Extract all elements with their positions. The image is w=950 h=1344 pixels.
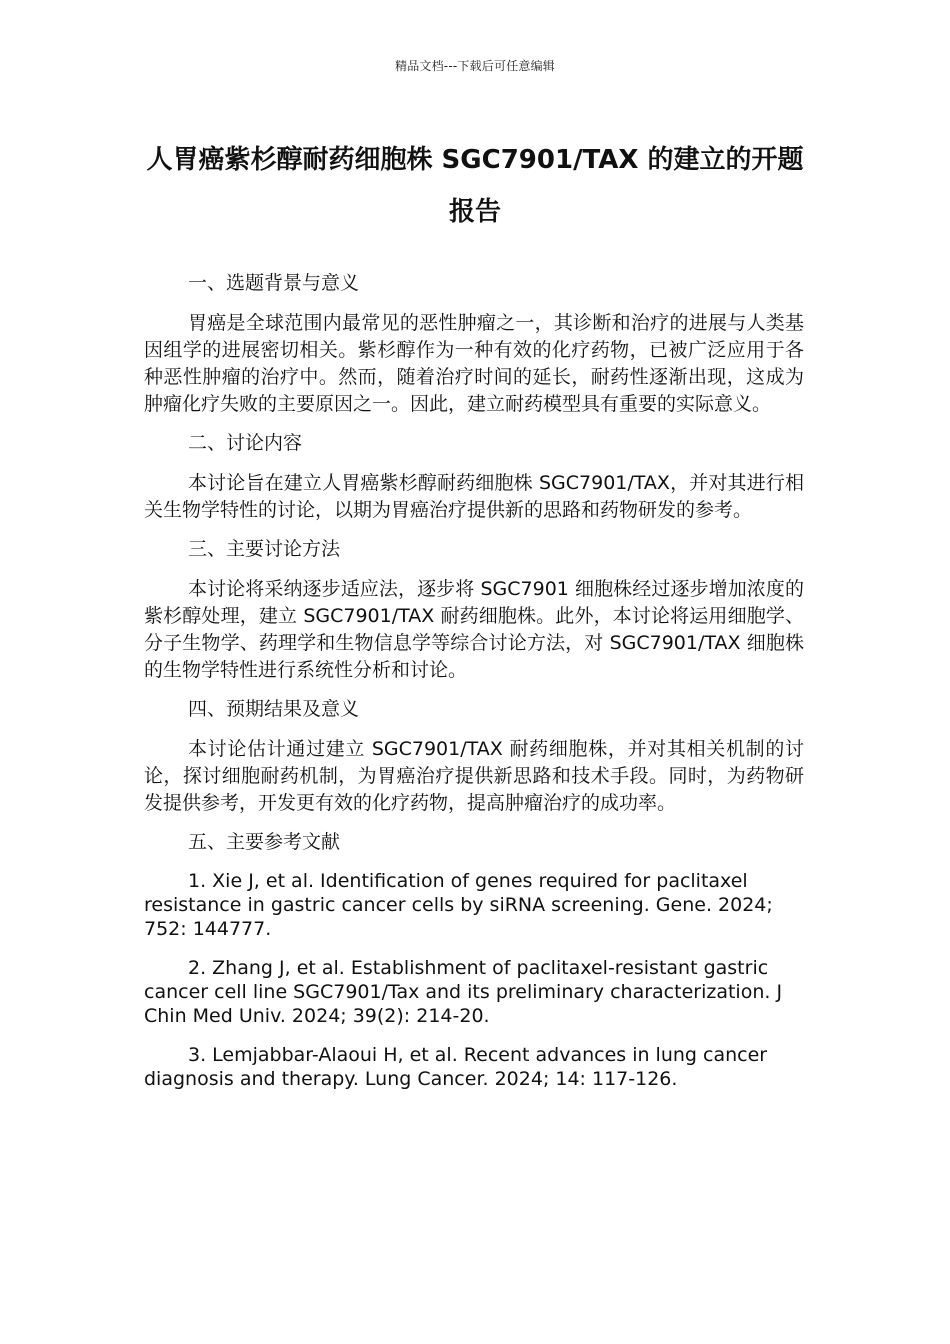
header-note: 精品文档---下载后可任意编辑 — [395, 59, 555, 73]
section-body-methods: 本讨论将采纳逐步适应法，逐步将 SGC7901 细胞株经过逐步增加浓度的紫杉醇处理，建立 SGC7901/TAX 耐药细胞株。此外，本讨论将运用细胞学、分子生物学、药理学和生物信息学等综合讨论方法，对 SGC7901/TAX 细胞株的生物学特性进行系统性分析和讨论。 — [144, 578, 804, 681]
section-heading-expected-results: 四、预期结果及意义 — [188, 698, 360, 720]
section-body-background: 胃癌是全球范围内最常见的恶性肿瘤之一，其诊断和治疗的进展与人类基因组学的进展密切相关。紫杉醇作为一种有效的化疗药物，已被广泛应用于各种恶性肿瘤的治疗中。然而，随着治疗时间的延长，耐药性逐渐出现，这成为肿瘤化疗失败的主要原因之一。因此，建立耐药模型具有重要的实际意义。 — [144, 312, 804, 415]
section-body-content: 本讨论旨在建立人胃癌紫杉醇耐药细胞株 SGC7901/TAX，并对其进行相关生物学特性的讨论，以期为胃癌治疗提供新的思路和药物研发的参考。 — [144, 472, 804, 521]
reference-item: 2. Zhang J, et al. Establishment of paclitaxel-resistant gastric cancer cell line SGC7901/Tax and its preliminary characterization. J Chin Med Univ. 2024; 39(2): 214-20. — [144, 957, 783, 1027]
document-title: 人胃癌紫杉醇耐药细胞株 SGC7901/TAX 的建立的开题报告 — [146, 145, 804, 227]
reference-item: 3. Lemjabbar-Alaoui H, et al. Recent advances in lung cancer diagnosis and therapy. Lung Cancer. 2024; 14: 117-126. — [144, 1044, 768, 1090]
section-heading-references: 五、主要参考文献 — [188, 831, 341, 853]
section-heading-methods: 三、主要讨论方法 — [188, 538, 341, 560]
document-body — [144, 270, 804, 1106]
section-heading-content: 二、讨论内容 — [188, 432, 303, 454]
section-body-expected-results: 本讨论估计通过建立 SGC7901/TAX 耐药细胞株，并对其相关机制的讨论，探讨细胞耐药机制，为胃癌治疗提供新思路和技术手段。同时，为药物研发提供参考，开发更有效的化疗药物，提高肿瘤治疗的成功率。 — [144, 738, 804, 814]
section-heading-background: 一、选题背景与意义 — [188, 272, 360, 294]
reference-item: 1. Xie J, et al. Identification of genes required for paclitaxel resistance in gastric cancer cells by siRNA screening. Gene. 2024; 752: 144777. — [144, 870, 773, 940]
